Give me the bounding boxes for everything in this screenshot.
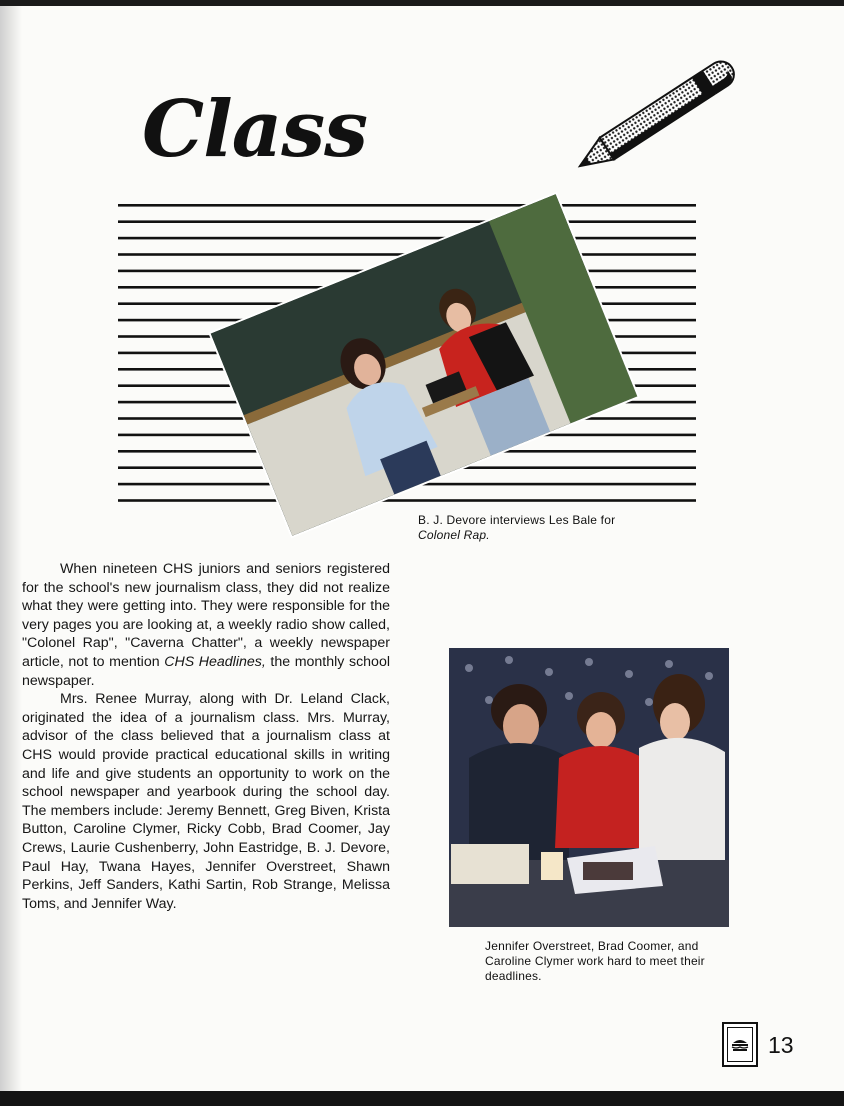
paragraph-1-text-a: When nineteen CHS juniors and seniors registered for the school's new journalism class, they did not realize what they were getting into. They were responsible for the very pages you are looking at, a weekly radio show called, "Colonel Rap", "Caverna Chatter", a weekly newspaper article, not to mention bbox=[22, 561, 390, 670]
decorative-rule bbox=[118, 237, 696, 240]
paragraph-1 bbox=[22, 560, 390, 690]
paragraph-1-text-b: the monthly school newspaper. bbox=[22, 653, 390, 689]
decorative-rule bbox=[118, 204, 696, 207]
section-emblem-frame bbox=[727, 1027, 753, 1062]
sandwich-icon bbox=[731, 1038, 749, 1052]
caption-text: B. J. Devore interviews Les Bale for bbox=[418, 513, 616, 527]
photo-interview-caption bbox=[418, 513, 698, 543]
paragraph-2: Mrs. Renee Murray, along with Dr. Leland Clack, originated the idea of a journalism class. Mrs. Murray, advisor of the class believed that a journalism class at CHS would provide practical educational skills in writing and life and give students an opportunity to work on the school newspaper and yearbook during the school day. The members include: Jeremy Bennett, Greg Biven, Krista Button, Caroline Clymer, Ricky Cobb, Brad Coomer, Jay Crews, Laurie Cushenberry, John Eastridge, B. J. Devore, Paul Hay, Twana Hayes, Jennifer Overstreet, Shawn Perkins, Jeff Sanders, Kathi Sartin, Rob Strange, Melissa Toms, and Jennifer Way. bbox=[22, 691, 390, 912]
page-title: Class bbox=[142, 84, 368, 175]
section-emblem bbox=[722, 1022, 758, 1067]
photo-students-working bbox=[449, 648, 729, 927]
decorative-rule bbox=[118, 220, 696, 223]
decorative-rule bbox=[118, 499, 696, 502]
caption-italic: Colonel Rap. bbox=[418, 528, 490, 542]
book-gutter bbox=[0, 6, 22, 1091]
yearbook-page bbox=[0, 6, 844, 1091]
photo-students-caption: Jennifer Overstreet, Brad Coomer, and Caroline Clymer work hard to meet their deadlines. bbox=[485, 939, 705, 983]
article-body bbox=[22, 560, 390, 913]
scan-edge bbox=[0, 1091, 844, 1106]
paragraph-1-italic: CHS Headlines, bbox=[164, 653, 266, 670]
pencil-icon bbox=[572, 54, 757, 179]
page-number: 13 bbox=[768, 1032, 794, 1058]
